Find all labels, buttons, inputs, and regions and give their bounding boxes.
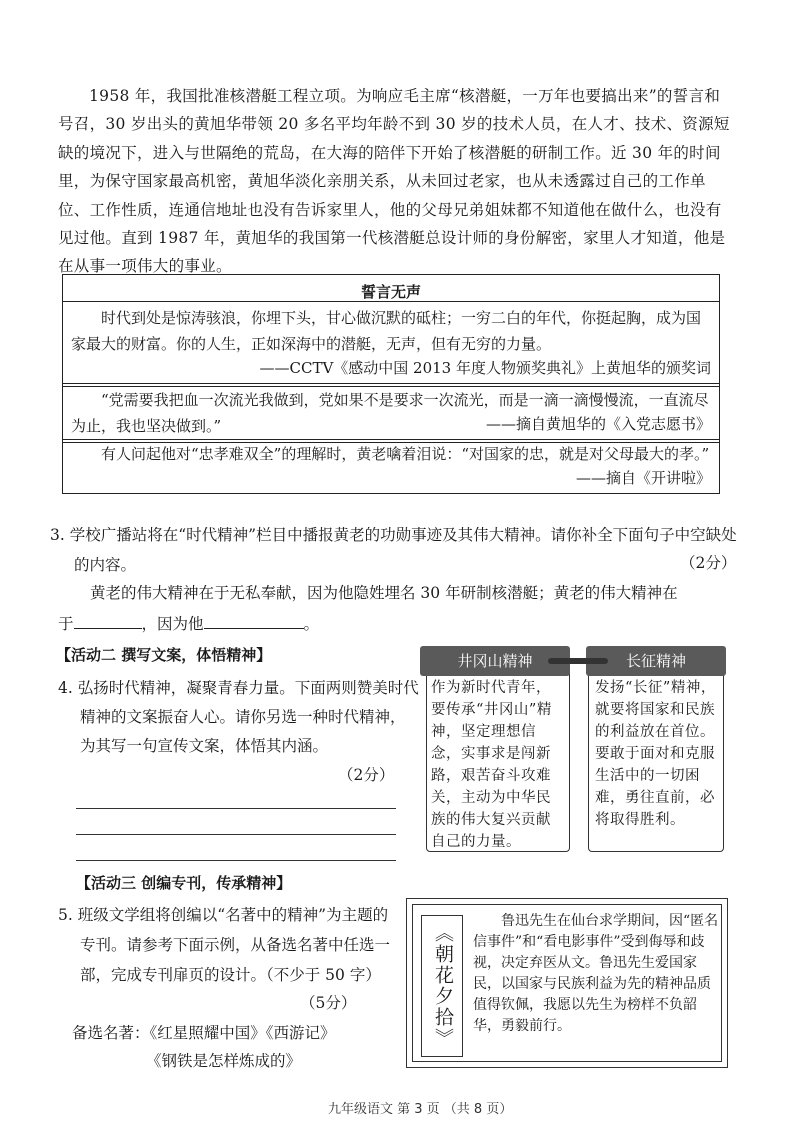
answer-blank-2[interactable] [204,610,304,629]
card-jinggangshan [426,662,570,852]
quote-pledge-source: ——摘自黄旭华的《入党志愿书》 [485,415,711,433]
answer-line[interactable] [76,860,396,861]
question-3 [50,520,737,580]
card-jinggangshan-text: 作为新时代青年，要传承“井冈山”精神，坚定理想信念，实事求是闯新路，艰苦奋斗攻难关，主动为中华民族的伟大复兴贡献自己的力量。 [431,680,552,850]
answer-line[interactable] [76,834,396,835]
quote-loyalty: 有人问起他对“忠孝难双全”的理解时，黄老噙着泪说：“对国家的忠，就是对父母最大的孝。” [101,445,710,463]
answer-blank-1[interactable] [74,610,142,629]
question-3-line1: 黄老的伟大精神在于无私奉献，因为他隐姓埋名 30 年研制核潜艇；黄老的伟大精神在 [90,584,678,602]
book-options-line1 [72,1020,336,1046]
page-footer: 九年级语文 第 3 页 （共 8 页） [328,1102,513,1117]
connector-link [548,658,608,664]
question-3-mid: ，因为他 [141,615,204,633]
book-spine-title: 《朝花夕拾》 [421,915,463,1057]
question-3-fill [58,610,319,637]
card-changzheng-title: 长征精神 [586,646,726,676]
card-changzheng [588,662,724,852]
activity-3-heading: 【活动三 创编专刊，传承精神】 [76,874,292,892]
quote-pledge: “党需要我把血一次流光我做到，党如果不是要求一次流光，而是一滴一滴慢慢流，一直流尽为止，我也坚决做到。” [71,391,709,435]
answer-line[interactable] [76,808,396,809]
question-3-prefix: 于 [58,615,74,633]
activity-2-heading: 【活动二 撰写文案，体悟精神】 [56,646,272,664]
book-description: 鲁迅先生在仙台求学期间，因“匿名信事件”和“看电影事件”受到侮辱和歧视，决定弃医从文。鲁迅先生爱国家民，以国家与民族利益为先的精神品质值得钦佩，我愿以先生为榜样不负韶华，勇毅前行。 [473,913,719,1034]
quote-loyalty-source: ——摘自《开讲啦》 [575,469,711,487]
quote-box [62,274,720,494]
question-3-text: 3. 学校广播站将在“时代精神”栏目中播报黄老的功勋事迹及其伟大精神。请你补全下面句子中空缺处的内容。 [50,526,737,574]
question-4-score: （2分） [338,766,395,784]
card-jinggangshan-title: 井冈山精神 [420,646,570,676]
question-5-text: 5. 班级文学组将创编以“名著中的精神”为主题的专刊。请参考下面示例，从备选名著中任选一部，完成专刊扉页的设计。（不少于 50 字） [58,906,391,984]
book-page-example [406,898,728,1068]
quote-award-source: ——CCTV《感动中国 2013 年度人物颁奖典礼》上黄旭华的颁奖词 [259,359,711,377]
question-4-text: 4. 弘扬时代精神，凝聚青春力量。下面两则赞美时代精神的文案振奋人心。请你另选一种时代精神，为其写一句宣传文案，体悟其内涵。 [58,679,419,755]
question-3-end: 。 [303,615,320,633]
divider [63,383,719,384]
option-steel: 《钢铁是怎样炼成的》 [146,1052,302,1070]
card-changzheng-text: 发扬“长征”精神，就要将国家和民族的利益放在首位。要敢于面对和克服生活中的一切困难，勇往直前，必将取得胜利。 [595,680,716,828]
question-5-score: （5分） [300,994,357,1012]
quote-award: 时代到处是惊涛骇浪，你埋下头，甘心做沉默的砥柱；一穷二白的年代，你挺起胸，成为国家最大的财富。你的人生，正如深海中的潜艇，无声，但有无穷的力量。 [71,309,702,353]
divider [63,301,719,302]
quote-box-title: 誓言无声 [360,283,421,301]
intro-paragraph: 1958 年，我国批准核潜艇工程立项。为响应毛主席“核潜艇，一万年也要搞出来”的誓言和号召，30 岁出头的黄旭华带领 20 多名平均年龄不到 30 岁的技术人员，在人才、技术、资源短缺的境况下，进入与世隔绝的荒岛，在大海的陪伴下开始了核潜艇的研制工作。近 30 年的时间里，为保守国家最高机密，黄旭华淡化亲朋关系，从未回过老家，也从未透露过自己的工作单位、工作性质，连通信地址也没有告诉家里人，他的父母兄弟姐妹都不知道他在做什么，也没有见过他。直到 1987 年，黄旭华的我国第一代核潜艇总设计师的身份解密，家里人才知道，他是在从事一项伟大的事业。 [58,87,730,276]
options-label: 备选名著： [72,1024,150,1042]
option-journey-west: 《西游记》 [265,1024,336,1042]
question-3-score: （2分） [680,554,737,572]
divider [63,439,719,440]
book-inner-frame [412,904,722,1062]
option-red-star: 《红星照耀中国》 [149,1024,266,1042]
